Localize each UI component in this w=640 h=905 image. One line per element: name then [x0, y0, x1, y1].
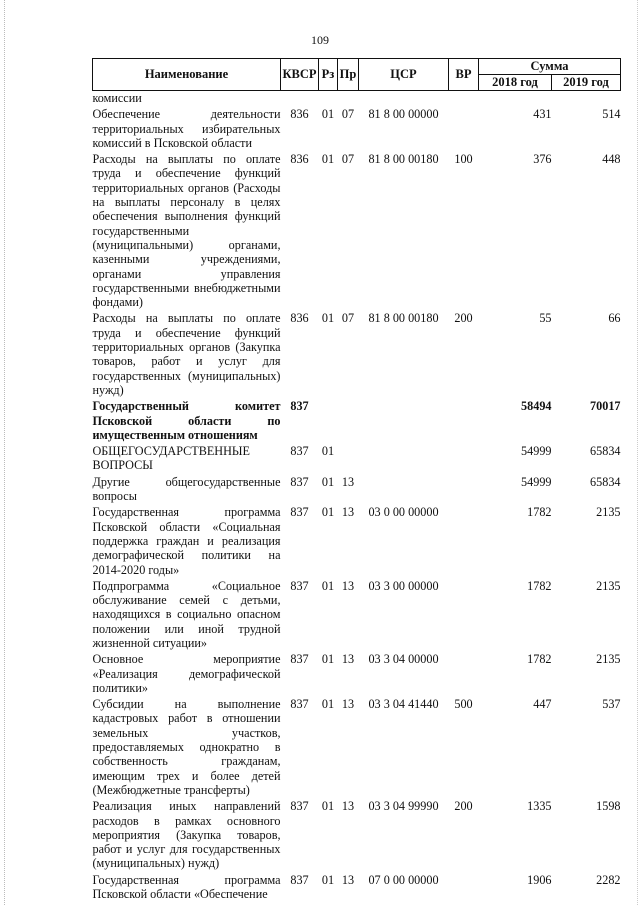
- cell-2018: 1335: [527, 799, 552, 814]
- cell-2019: 66: [608, 311, 621, 326]
- cell-pr: 13: [341, 505, 355, 520]
- header-pr: Пр: [338, 59, 359, 91]
- cell-rz: 01: [321, 697, 335, 712]
- table-row: [93, 652, 621, 697]
- cell-rz: 01: [321, 311, 335, 326]
- cell-vr: [449, 579, 479, 652]
- cell-kvsr: [281, 91, 319, 108]
- cell-2019: 2282: [596, 872, 621, 887]
- cell-2019: 70017: [590, 399, 621, 414]
- cell-name: Государственный комитет Псковской области по имущественным отношениям: [92, 399, 281, 442]
- cell-2018: 431: [533, 107, 552, 122]
- cell-name: Реализация иных направлений расходов в рамках основного мероприятия (Закупка товаров, работ и услуг для государственных (муниципальных) нужд): [92, 799, 281, 871]
- cell-rz: 01: [321, 474, 335, 489]
- cell-kvsr: 837: [290, 652, 309, 667]
- cell-vr: [449, 107, 479, 152]
- cell-2019: 537: [602, 697, 621, 712]
- cell-name: комиссии: [92, 91, 142, 105]
- cell-kvsr: 836: [290, 107, 309, 122]
- table-row: [93, 152, 621, 311]
- cell-kvsr: 837: [290, 697, 309, 712]
- cell-kvsr: 837: [290, 799, 309, 814]
- cell-rz: 01: [321, 799, 335, 814]
- cell-2018: 1782: [527, 652, 552, 667]
- cell-name: Обеспечение деятельности территориальных избирательных комиссий в Псковской области: [92, 107, 281, 150]
- cell-vr: 200: [454, 311, 473, 326]
- cell-2019: 514: [602, 107, 621, 122]
- cell-2019: 65834: [590, 474, 621, 489]
- cell-2018: 1906: [527, 872, 552, 887]
- cell-csr: [359, 475, 449, 506]
- cell-pr: 07: [341, 311, 355, 326]
- cell-2019: 448: [602, 152, 621, 167]
- cell-csr: 81 8 00 00180: [368, 152, 439, 167]
- table-row: [93, 873, 621, 904]
- scan-edge-right: [637, 0, 638, 905]
- cell-vr: 100: [454, 152, 473, 167]
- cell-pr: 07: [341, 107, 355, 122]
- cell-name: Другие общегосударственные вопросы: [92, 474, 281, 504]
- cell-pr: 13: [341, 872, 355, 887]
- cell-vr: 200: [454, 799, 473, 814]
- cell-vr: [449, 505, 479, 578]
- header-kvsr: КВСР: [281, 59, 319, 91]
- cell-name: Государственная программа Псковской области «Социальная поддержка граждан и реализация демографической политики на 2014-2020 годы»: [92, 505, 281, 577]
- cell-2018: 54999: [521, 444, 552, 459]
- cell-csr: 03 3 00 00000: [368, 578, 439, 593]
- header-name: Наименование: [93, 59, 281, 91]
- cell-pr: 07: [341, 152, 355, 167]
- cell-kvsr: 837: [290, 399, 309, 414]
- cell-pr: [338, 444, 359, 475]
- cell-pr: 13: [341, 578, 355, 593]
- cell-pr: 13: [341, 697, 355, 712]
- table-header: [93, 59, 621, 91]
- cell-kvsr: 836: [290, 152, 309, 167]
- cell-name: Государственная программа Псковской области «Обеспечение: [92, 872, 281, 902]
- cell-pr: 13: [341, 799, 355, 814]
- table-body: [93, 91, 621, 904]
- cell-rz: 01: [321, 652, 335, 667]
- table-row: [93, 444, 621, 475]
- cell-2018: 1782: [527, 578, 552, 593]
- header-sum: Сумма: [479, 59, 621, 75]
- cell-2018: [479, 91, 552, 108]
- cell-name: Субсидии на выполнение кадастровых работ в отношении земельных участков, предоставляемых однократно в собственность гражданам, имеющим трех и более детей (Межбюджетные трансферты): [92, 697, 281, 797]
- table-row: [93, 107, 621, 152]
- budget-table: [92, 58, 621, 903]
- cell-vr: [449, 399, 479, 444]
- cell-rz: 01: [321, 578, 335, 593]
- cell-vr: [449, 444, 479, 475]
- cell-2019: 2135: [596, 652, 621, 667]
- cell-rz: [319, 399, 338, 444]
- cell-csr: 03 3 04 99990: [368, 799, 439, 814]
- cell-rz: 01: [321, 505, 335, 520]
- header-rz: Рз: [319, 59, 338, 91]
- cell-csr: 03 3 04 41440: [368, 697, 439, 712]
- cell-2019: 65834: [590, 444, 621, 459]
- cell-pr: 13: [341, 474, 355, 489]
- cell-name: Расходы на выплаты по оплате труда и обеспечение функций территориальных органов (Закупка товаров, работ и услуг для государственных (муниципальных) нужд): [92, 311, 281, 397]
- table-row: [93, 475, 621, 506]
- cell-pr: [338, 399, 359, 444]
- cell-csr: 07 0 00 00000: [368, 872, 439, 887]
- cell-csr: 81 8 00 00180: [368, 311, 439, 326]
- table-row: [93, 399, 621, 444]
- cell-kvsr: 836: [290, 311, 309, 326]
- cell-name: Подпрограмма «Социальное обслуживание семей с детьми, находящихся в социально опасном положении или иной трудной жизненной ситуации»: [92, 578, 281, 650]
- cell-kvsr: 837: [290, 872, 309, 887]
- cell-2018: 447: [533, 697, 552, 712]
- cell-kvsr: 837: [290, 444, 309, 459]
- cell-csr: 03 3 04 00000: [368, 652, 439, 667]
- header-csr: ЦСР: [359, 59, 449, 91]
- cell-vr: [449, 652, 479, 697]
- table-row: [93, 311, 621, 399]
- cell-rz: 01: [321, 444, 335, 459]
- cell-2019: 2135: [596, 505, 621, 520]
- cell-2019: 1598: [596, 799, 621, 814]
- header-vr: ВР: [449, 59, 479, 91]
- table-row: [93, 505, 621, 578]
- cell-2018: 54999: [521, 474, 552, 489]
- cell-2019: [552, 91, 621, 108]
- cell-kvsr: 837: [290, 505, 309, 520]
- cell-2018: 1782: [527, 505, 552, 520]
- cell-name: ОБЩЕГОСУДАРСТВЕННЫЕ ВОПРОСЫ: [92, 444, 250, 473]
- cell-2019: 2135: [596, 578, 621, 593]
- table-row: [93, 91, 621, 108]
- cell-name: Расходы на выплаты по оплате труда и обеспечение функций территориальных органов (Расходы на выплаты персоналу в целях обеспечения выполнения функций государственными (муниципальными) органами, казенными учреждениями, органами управления государственными внебюджетными фондами): [92, 152, 281, 310]
- cell-rz: 01: [321, 152, 335, 167]
- cell-rz: [319, 91, 338, 108]
- cell-rz: 01: [321, 107, 335, 122]
- page-number: 109: [311, 33, 329, 47]
- cell-2018: 58494: [521, 399, 552, 414]
- cell-kvsr: 837: [290, 474, 309, 489]
- cell-csr: [359, 399, 449, 444]
- scan-edge-left: [4, 0, 5, 905]
- cell-csr: 03 0 00 00000: [368, 505, 439, 520]
- table-row: [93, 579, 621, 652]
- cell-vr: 500: [454, 697, 473, 712]
- cell-2018: 55: [539, 311, 552, 326]
- cell-2018: 376: [533, 152, 552, 167]
- table-row: [93, 799, 621, 872]
- cell-pr: 13: [341, 652, 355, 667]
- cell-pr: [338, 91, 359, 108]
- cell-name: Основное мероприятие «Реализация демографической политики»: [92, 652, 281, 695]
- cell-csr: [359, 444, 449, 475]
- cell-kvsr: 837: [290, 578, 309, 593]
- cell-rz: 01: [321, 872, 335, 887]
- cell-vr: [449, 475, 479, 506]
- table-row: [93, 697, 621, 799]
- cell-vr: [449, 91, 479, 108]
- header-year-2019: 2019 год: [552, 75, 621, 91]
- cell-vr: [449, 873, 479, 904]
- cell-csr: [359, 91, 449, 108]
- header-year-2018: 2018 год: [479, 75, 552, 91]
- cell-csr: 81 8 00 00000: [368, 107, 439, 122]
